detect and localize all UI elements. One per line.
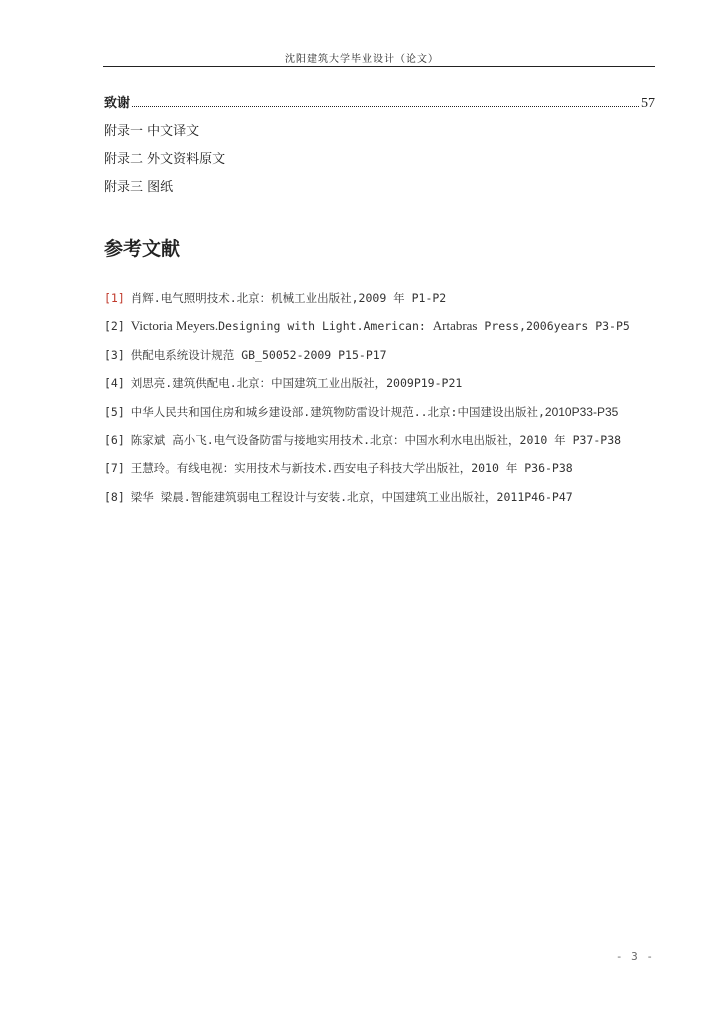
reference-number: [2] [104, 319, 125, 334]
toc-entry-label: 附录一 中文译文 [104, 124, 200, 139]
reference-rest: Press,2006years P3-P5 [477, 319, 630, 334]
toc-entry-acknowledgements[interactable] [104, 92, 655, 120]
references-heading: 参考文献 [104, 238, 181, 260]
toc-entry-label: 附录三 图纸 [104, 180, 174, 195]
toc-leader-dots [132, 106, 639, 107]
toc-entry-appendix-1[interactable] [104, 120, 655, 148]
reference-item [104, 404, 664, 432]
reference-list [104, 290, 664, 517]
reference-item [104, 347, 664, 375]
reference-number: [6] [104, 432, 125, 447]
reference-number: [7] [104, 461, 125, 476]
reference-text: 刘思亮.建筑供配电.北京：中国建筑工业出版社，2009P19-P21 [130, 376, 463, 391]
reference-publisher: Artabras [432, 318, 478, 334]
reference-item [104, 460, 664, 488]
reference-text: 王慧玲。有线电视：实用技术与新技术.西安电子科技大学出版社，2010 年 P36-P38 [130, 461, 573, 476]
reference-item [104, 432, 664, 460]
toc-entry-page: 57 [641, 96, 655, 111]
header-rule [103, 66, 655, 67]
reference-item [104, 318, 664, 346]
toc-entry-label: 致谢 [104, 96, 131, 111]
reference-item [104, 489, 664, 517]
table-of-contents [104, 92, 655, 204]
reference-title: Designing with Light.American: [218, 319, 433, 334]
reference-text: 梁华 梁晨.智能建筑弱电工程设计与安装.北京，中国建筑工业出版社，2011P46-P47 [130, 489, 573, 504]
reference-number: [3] [104, 347, 125, 362]
toc-entry-appendix-3[interactable] [104, 176, 655, 204]
reference-text: 陈家斌 高小飞.电气设备防雷与接地实用技术.北京：中国水利水电出版社，2010 年 P37-P38 [130, 432, 622, 447]
reference-item [104, 375, 664, 403]
reference-text: 供配电系统设计规范 GB_50052-2009 P15-P17 [130, 347, 387, 362]
reference-number: [5] [104, 404, 125, 419]
reference-author: Victoria Meyers. [130, 318, 219, 334]
reference-text: 中华人民共和国住房和城乡建设部.建筑物防雷设计规范..北京:中国建设出版社, [130, 404, 545, 419]
reference-text: 肖辉.电气照明技术.北京：机械工业出版社,2009 年 P1-P2 [130, 291, 447, 305]
toc-entry-label: 附录二 外文资料原文 [104, 152, 226, 167]
page-header: 沈阳建筑大学毕业设计（论文） [285, 54, 439, 65]
toc-entry-appendix-2[interactable] [104, 148, 655, 176]
reference-number: [4] [104, 376, 125, 391]
reference-item [104, 290, 664, 318]
reference-number: [1] [104, 291, 125, 305]
page-number: - 3 - [615, 950, 654, 963]
reference-pages: 2010P33-P35 [544, 404, 619, 419]
reference-number: [8] [104, 489, 125, 504]
